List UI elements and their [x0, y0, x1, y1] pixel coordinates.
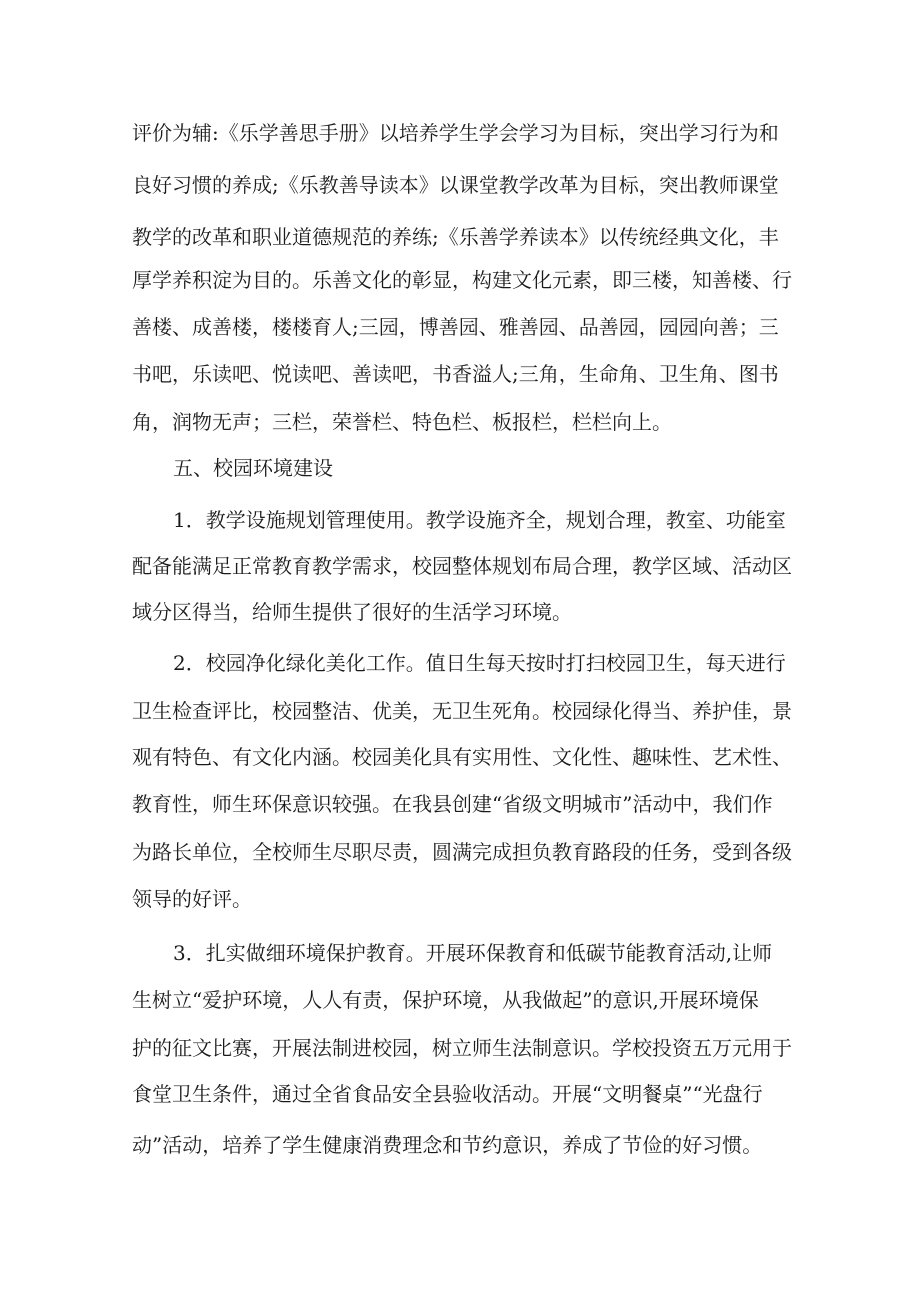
paragraph-4-line-2: 生树立“爱护环境，人人有责，保护环境，从我做起”的意识,开展环境保 [132, 988, 759, 1012]
paragraph-1-line-2: 良好习惯的养成;《乐教善导读本》以课堂教学改革为目标，突出教师课堂 [132, 173, 779, 197]
paragraph-3-line-2: 卫生检查评比，校园整洁、优美，无卫生死角。校园绿化得当、养护佳，景 [132, 699, 792, 723]
paragraph-1-line-5: 善楼、成善楼，楼楼育人;三园，博善园、雅善园、品善园，园园向善；三 [132, 315, 779, 339]
paragraph-1-line-7: 角，润物无声；三栏，荣誉栏、特色栏、板报栏，栏栏向上。 [132, 410, 672, 434]
paragraph-2-line-1: 1．教学设施规划管理使用。教学设施齐全，规划合理，教室、功能室 [173, 508, 786, 532]
paragraph-2-line-3: 域分区得当，给师生提供了很好的生活学习环境。 [132, 600, 572, 624]
section-heading: 五、校园环境建设 [173, 456, 333, 480]
paragraph-1-line-3: 教学的改革和职业道德规范的养练;《乐善学养读本》以传统经典文化，丰 [132, 225, 779, 249]
paragraph-2-line-2: 配备能满足正常教育教学需求，校园整体规划布局合理，教学区域、活动区 [132, 554, 792, 578]
paragraph-4-line-5: 动”活动，培养了学生健康消费理念和节约意识，养成了节俭的好习惯。 [132, 1133, 763, 1157]
paragraph-4-line-1: 3．扎实做细环境保护教育。开展环保教育和低碳节能教育活动,让师 [173, 941, 773, 965]
paragraph-3-line-4: 教育性，师生环保意识较强。在我县创建“省级文明城市”活动中，我们作 [132, 792, 773, 816]
paragraph-3-line-5: 为路长单位，全校师生尽职尽责，圆满完成担负教育路段的任务，受到各级 [132, 840, 792, 864]
paragraph-3-line-1: 2．校园净化绿化美化工作。值日生每天按时打扫校园卫生，每天进行 [173, 651, 786, 675]
paragraph-3-line-6: 领导的好评。 [132, 887, 252, 911]
paragraph-4-line-4: 食堂卫生条件，通过全省食品安全县验收活动。开展“文明餐桌”“光盘行 [132, 1082, 763, 1106]
paragraph-3-line-3: 观有特色、有文化内涵。校园美化具有实用性、文化性、趣味性、艺术性、 [132, 745, 792, 769]
paragraph-4-line-3: 护的征文比赛，开展法制进校园，树立师生法制意识。学校投资五万元用于 [132, 1036, 792, 1060]
paragraph-1-line-1: 评价为辅:《乐学善思手册》以培养学生学会学习为目标，突出学习行为和 [132, 121, 779, 145]
paragraph-1-line-6: 书吧，乐读吧、悦读吧、善读吧，书香溢人;三角，生命角、卫生角、图书 [132, 362, 779, 386]
paragraph-1-line-4: 厚学养积淀为目的。乐善文化的彰显，构建文化元素，即三楼，知善楼、行 [132, 268, 792, 292]
